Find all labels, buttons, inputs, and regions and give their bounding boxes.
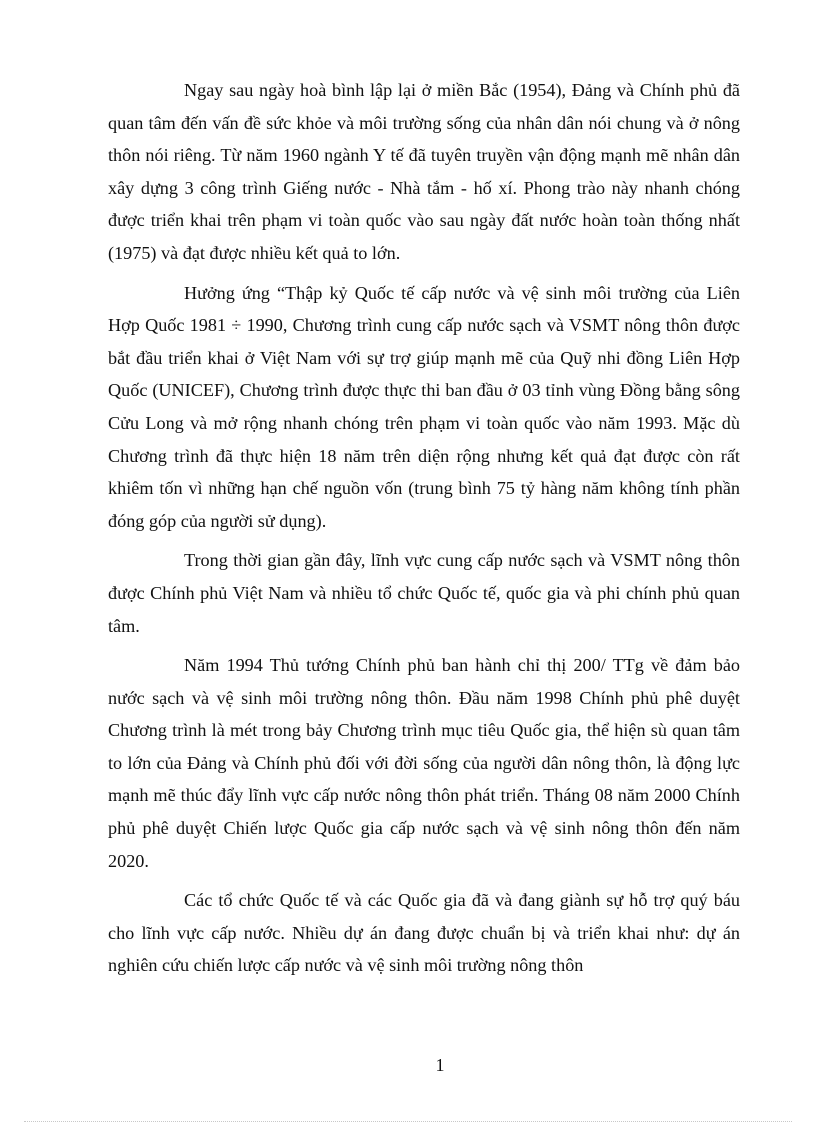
paragraph-1: Ngay sau ngày hoà bình lập lại ở miền Bắc (1954), Đảng và Chính phủ đã quan tâm đến vấn đề sức khỏe và môi trường sống của nhân dân nói chung và ở nông thôn nói riêng. Từ năm 1960 ngành Y tế đã tuyên truyền vận động mạnh mẽ nhân dân xây dựng 3 công trình Giếng nước - Nhà tắm - hố xí. Phong trào này nhanh chóng được triển khai trên phạm vi toàn quốc vào sau ngày đất nước hoàn toàn thống nhất (1975) và đạt được nhiều kết quả to lớn. bbox=[108, 80, 740, 263]
paragraph-3: Trong thời gian gần đây, lĩnh vực cung cấp nước sạch và VSMT nông thôn được Chính phủ Việt Nam và nhiều tổ chức Quốc tế, quốc gia và phi chính phủ quan tâm. bbox=[108, 550, 740, 636]
paragraph-2: Hưởng ứng “Thập kỷ Quốc tế cấp nước và vệ sinh môi trường của Liên Hợp Quốc 1981 ÷ 1990, Chương trình cung cấp nước sạch và VSMT nông thôn được bắt đầu triển khai ở Việt Nam với sự trợ giúp mạnh mẽ của Quỹ nhi đồng Liên Hợp Quốc (UNICEF), Chương trình được thực thi ban đầu ở 03 tỉnh vùng Đồng bằng sông Cửu Long và mở rộng nhanh chóng trên phạm vi toàn quốc vào năm 1993. Mặc dù Chương trình đã thực hiện 18 năm trên diện rộng nhưng kết quả đạt được còn rất khiêm tốn vì những hạn chế nguồn vốn (trung bình 75 tỷ hàng năm không tính phần đóng góp của người sử dụng). bbox=[108, 282, 740, 531]
document-body bbox=[108, 74, 740, 989]
paragraph-4: Năm 1994 Thủ tướng Chính phủ ban hành chỉ thị 200/ TTg về đảm bảo nước sạch và vệ sinh môi trường nông thôn. Đầu năm 1998 Chính phủ phê duyệt Chương trình là mét trong bảy Chương trình mục tiêu Quốc gia, thể hiện sù quan tâm to lớn của Đảng và Chính phủ đối với đời sống của người dân nông thôn, là động lực mạnh mẽ thúc đẩy lĩnh vực cấp nước nông thôn phát triển. Tháng 08 năm 2000 Chính phủ phê duyệt Chiến lược Quốc gia cấp nước sạch và vệ sinh nông thôn đến năm 2020. bbox=[108, 655, 740, 871]
page-number: 1 bbox=[435, 1055, 445, 1075]
paragraph-5: Các tổ chức Quốc tế và các Quốc gia đã và đang giành sự hỗ trợ quý báu cho lĩnh vực cấp nước. Nhiều dự án đang được chuẩn bị và triển khai như: dự án nghiên cứu chiến lược cấp nước và vệ sinh môi trường nông thôn bbox=[108, 890, 740, 976]
page-boundary bbox=[24, 1121, 792, 1122]
